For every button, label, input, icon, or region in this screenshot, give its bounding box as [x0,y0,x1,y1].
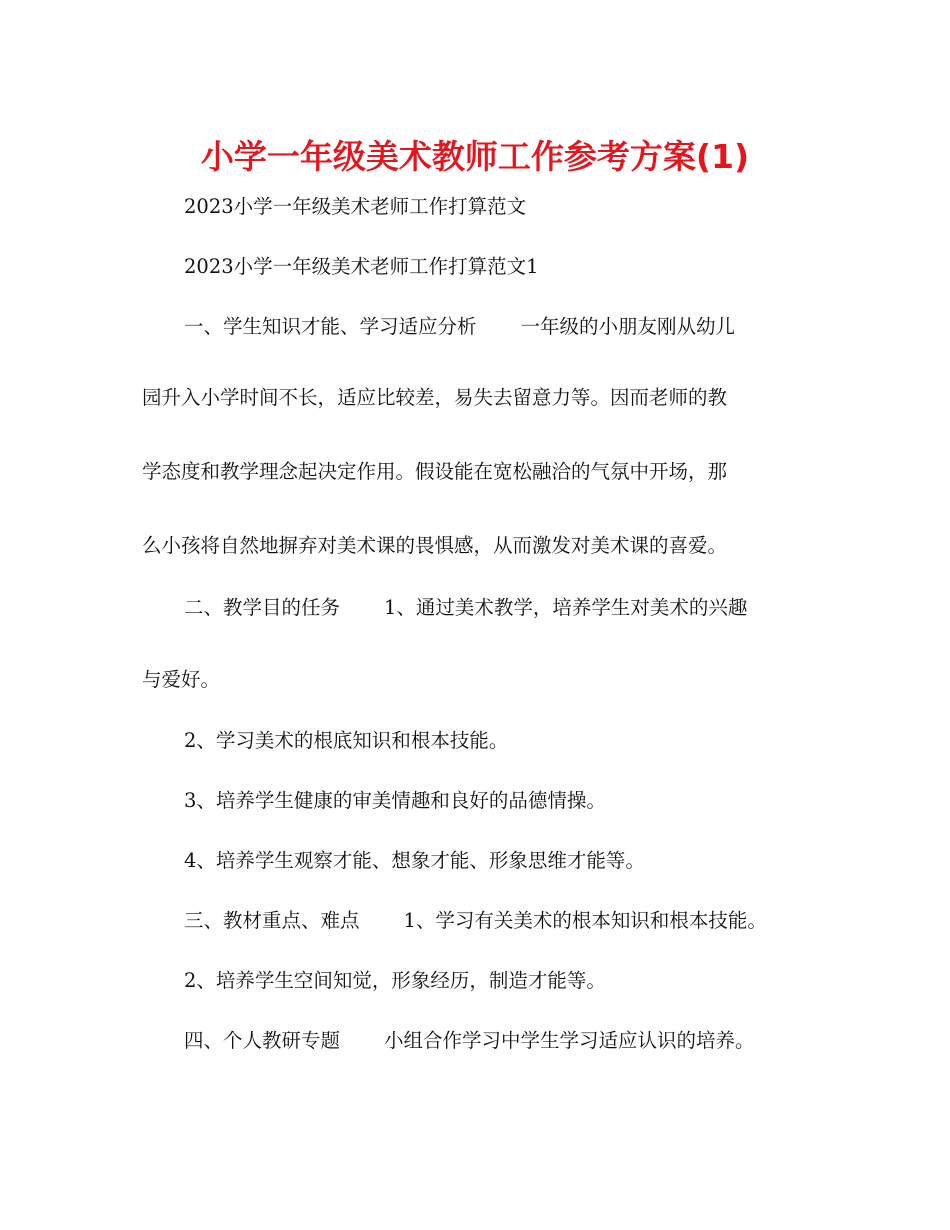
section-1-text: 一年级的小朋友刚从幼儿 [520,315,736,338]
section-4-text: 小组合作学习中学生学习适应认识的培养。 [384,1029,755,1052]
section-1-first-line [142,313,864,341]
section-2-line-2: 与爱好。 [142,668,221,691]
section-1-line-2: 园升入小学时间不长，适应比较差，易失去留意力等。因而老师的教 [142,386,728,409]
section-2-text: 1、通过美术教学，培养学生对美术的兴趣 [384,596,748,619]
subtitle-line-1: 2023小学一年级美术老师工作打算范文1 [184,255,539,278]
section-2-heading: 二、教学目的任务 [184,596,341,619]
section-3-heading: 三、教材重点、难点 [184,909,360,932]
section-1-line-4: 么小孩将自然地摒弃对美术课的畏惧感，从而激发对美术课的喜爱。 [142,534,728,557]
section-1-line-3: 学态度和教学理念起决定作用。假设能在宽松融洽的气氛中开场，那 [142,460,728,483]
section-3-first-line [142,907,864,935]
section-1-heading: 一、学生知识才能、学习适应分析 [184,315,477,338]
section-2-item-2: 2、学习美术的根底知识和根本技能。 [184,729,509,752]
section-2-first-line [142,594,864,622]
section-2-item-3: 3、培养学生健康的审美情趣和良好的品德情操。 [184,789,606,812]
section-4-first-line [142,1027,864,1055]
subtitle-line: 2023小学一年级美术老师工作打算范文 [184,195,527,218]
section-3-text: 1、学习有关美术的根本知识和根本技能。 [403,909,767,932]
section-3-item-2: 2、培养学生空间知觉，形象经历，制造才能等。 [184,969,606,992]
document-title: 小学一年级美术教师工作参考方案(1) [200,137,750,176]
section-2-item-4: 4、培养学生观察才能、想象才能、形象思维才能等。 [184,849,645,872]
section-4-heading: 四、个人教研专题 [184,1029,341,1052]
